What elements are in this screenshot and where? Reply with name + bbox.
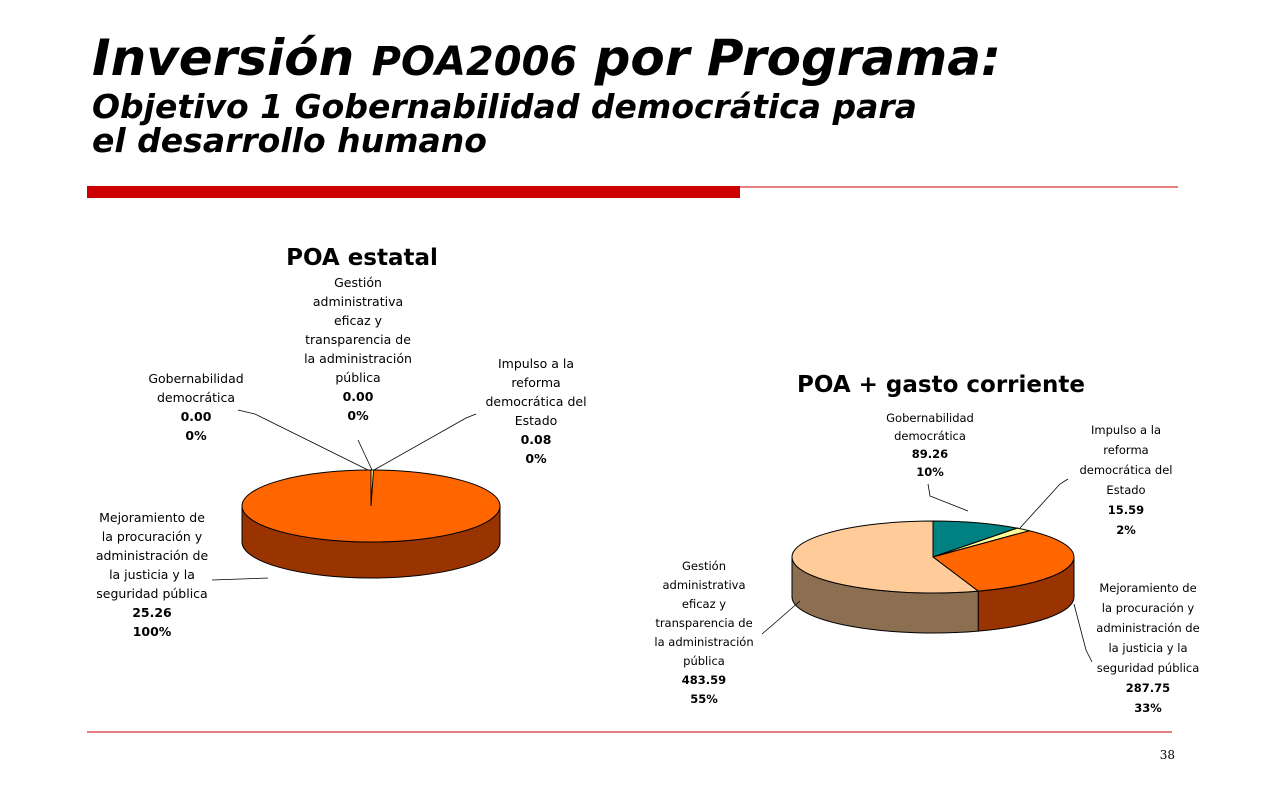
label-gestion-value: 0.00 — [342, 389, 374, 404]
pie-poa-gasto-corriente — [792, 521, 1074, 633]
title-word-poa2006: POA2006 — [371, 39, 578, 85]
label2-gobernabilidad — [886, 411, 974, 479]
label2-impulso — [1079, 423, 1172, 537]
label-impulso-line: Impulso a la — [497, 356, 575, 371]
label-impulso-line: reforma — [511, 375, 561, 390]
title-word-inversion: Inversión — [92, 29, 372, 87]
title-line-2: Objetivo 1 Gobernabilidad democrática para — [92, 87, 917, 126]
label-gobernabilidad — [148, 371, 243, 443]
label2-mejoramiento — [1096, 581, 1199, 715]
label2-gobernabilidad-line: Gobernabilidad — [886, 411, 974, 425]
label-gobernabilidad-value: 0.00 — [180, 409, 212, 424]
title-word-por-programa: por Programa: — [577, 29, 1001, 87]
label2-gestion-line: Gestión — [681, 559, 727, 573]
label2-impulso-line: Estado — [1106, 483, 1146, 497]
title-line-3: el desarrollo humano — [92, 121, 487, 160]
label-impulso-line: Estado — [514, 413, 558, 428]
label2-impulso-line: democrática del — [1079, 463, 1173, 477]
label-mejoramiento-line: seguridad pública — [96, 586, 208, 601]
leader2-mejoramiento — [1074, 604, 1092, 662]
label2-gestion-line: administrativa — [662, 578, 746, 592]
pie-labels-poa-estatal — [96, 275, 587, 639]
label2-mejoramiento-line: Mejoramiento de — [1099, 581, 1197, 595]
label2-gestion-percent: 55% — [690, 692, 718, 706]
label-mejoramiento-percent: 100% — [132, 624, 172, 639]
label2-mejoramiento-percent: 33% — [1134, 701, 1162, 715]
label-gestion-percent: 0% — [347, 408, 369, 423]
chart-title-poa-gasto-corriente: POA + gasto corriente — [797, 372, 1085, 398]
label-gestion-line: pública — [335, 370, 381, 385]
label2-impulso-percent: 2% — [1116, 523, 1136, 537]
label-impulso-percent: 0% — [525, 451, 547, 466]
label-gestion — [304, 275, 412, 423]
label2-gestion-line: la administración — [654, 635, 754, 649]
label2-impulso-line: Impulso a la — [1090, 423, 1162, 437]
label-mejoramiento-value: 25.26 — [132, 605, 172, 620]
chart-title-poa-estatal: POA estatal — [286, 245, 438, 271]
chart-poa-estatal — [96, 245, 587, 639]
label-gobernabilidad-line: democrática — [156, 390, 236, 405]
label2-gestion-line: transparencia de — [655, 616, 753, 630]
label2-gestion-line: pública — [683, 654, 725, 668]
leader-impulso — [374, 414, 476, 470]
label2-mejoramiento-line: la procuración y — [1101, 601, 1195, 615]
label2-gobernabilidad-percent: 10% — [916, 465, 944, 479]
label-gobernabilidad-percent: 0% — [185, 428, 207, 443]
label-gestion-line: eficaz y — [333, 313, 383, 328]
label2-mejoramiento-line: administración de — [1096, 621, 1200, 635]
leader-mejoramiento — [212, 578, 268, 580]
leader2-gobernabilidad — [928, 484, 968, 511]
label-impulso-line: democrática del — [485, 394, 587, 409]
label-gestion-line: Gestión — [334, 275, 382, 290]
leader2-impulso — [1020, 479, 1068, 528]
label-mejoramiento — [96, 510, 209, 639]
page-number: 38 — [1159, 748, 1175, 762]
label-gestion-line: administrativa — [312, 294, 404, 309]
label2-impulso-value: 15.59 — [1107, 503, 1145, 517]
leader2-gestion — [762, 601, 800, 634]
label-gestion-line: la administración — [304, 351, 412, 366]
label2-gestion-value: 483.59 — [681, 673, 727, 687]
leader-gestion — [358, 440, 372, 470]
chart-poa-gasto-corriente — [654, 372, 1199, 715]
label2-impulso-line: reforma — [1103, 443, 1149, 457]
label2-gobernabilidad-value: 89.26 — [911, 447, 949, 461]
label2-gestion — [654, 559, 753, 706]
label-mejoramiento-line: Mejoramiento de — [99, 510, 205, 525]
label-gobernabilidad-line: Gobernabilidad — [148, 371, 244, 386]
title-underline-bar — [87, 186, 740, 198]
label-mejoramiento-line: la justicia y la — [109, 567, 195, 582]
label2-gobernabilidad-line: democrática — [894, 429, 966, 443]
pie-poa-estatal — [242, 470, 500, 578]
label2-mejoramiento-value: 287.75 — [1125, 681, 1171, 695]
label-impulso — [485, 356, 586, 466]
label2-gestion-line: eficaz y — [681, 597, 727, 611]
label2-mejoramiento-line: seguridad pública — [1096, 661, 1200, 675]
label-mejoramiento-line: administración de — [95, 548, 209, 563]
label-gestion-line: transparencia de — [305, 332, 411, 347]
label-mejoramiento-line: la procuración y — [101, 529, 203, 544]
label2-mejoramiento-line: la justicia y la — [1108, 641, 1188, 655]
label-impulso-value: 0.08 — [520, 432, 552, 447]
